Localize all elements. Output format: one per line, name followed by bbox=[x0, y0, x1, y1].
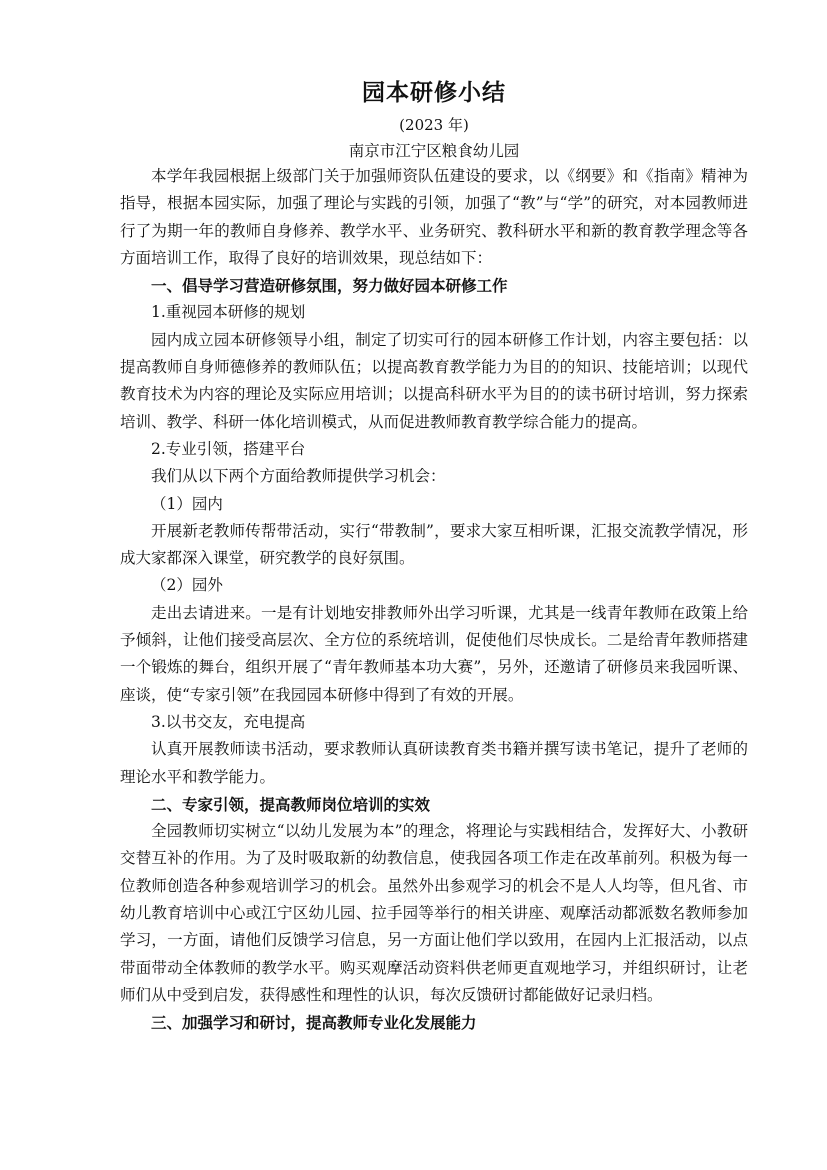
body-paragraph: 1.重视园本研修的规划 bbox=[151, 303, 306, 322]
body-paragraph: 全园教师切实树立“以幼儿发展为本”的理念，将理论与实践相结合，发挥好大、小教研交替互补的作用。为了及时吸取新的幼教信息，使我园各项工作走在改革前列。积极为每一位教师创造各种参观培训学习的机会。虽然外出参观学习的机会不是人人均等，但凡省、市幼儿教育培训中心或江宁区幼儿园、拉手园等举行的相关讲座、观摩活动都派数名教师参加学习，一方面，请他们反馈学习信息，另一方面让他们学以致用，在园内上汇报活动，以点带面带动全体教师的教学水平。购买观摩活动资料供老师更直观地学习，并组织研讨，让老师们从中受到启发，获得感性和理性的认识，每次反馈研讨都能做好记录归档。 bbox=[120, 822, 748, 1004]
body-paragraph: 认真开展教师读书活动，要求教师认真研读教育类书籍并撰写读书笔记，提升了老师的理论水平和教学能力。 bbox=[120, 740, 748, 786]
body-paragraph: 我们从以下两个方面给教师提供学习机会： bbox=[151, 467, 446, 486]
body-paragraph: 开展新老教师传帮带活动，实行“带教制”，要求大家互相听课，汇报交流教学情况，形成大家都深入课堂，研究教学的良好氛围。 bbox=[120, 521, 748, 568]
document-organization: 南京市江宁区粮食幼儿园 bbox=[348, 142, 520, 160]
body-paragraph: 2.专业引领，搭建平台 bbox=[151, 439, 306, 458]
document-title: 园本研修小结 bbox=[362, 79, 506, 106]
section-heading: 一、倡导学习营造研修氛围，努力做好园本研修工作 bbox=[151, 276, 508, 296]
body-paragraph: （2）园外 bbox=[151, 576, 223, 595]
body-paragraph: （1）园内 bbox=[151, 494, 223, 513]
section-heading: 二、专家引领，提高教师岗位培训的实效 bbox=[151, 794, 431, 814]
section-heading: 三、加强学习和研讨，提高教师专业化发展能力 bbox=[151, 1013, 477, 1033]
body-paragraph: 3.以书交友，充电提高 bbox=[151, 712, 306, 731]
document-body bbox=[120, 163, 748, 1037]
body-paragraph: 本学年我园根据上级部门关于加强师资队伍建设的要求，以《纲要》和《指南》精神为指导，根据本园实际，加强了理论与实践的引领，加强了“教”与“学”的研究，对本园教师进行了为期一年的教师自身修养、教学水平、业务研究、教科研水平和新的教育教学理念等各方面培训工作，取得了良好的培训效果，现总结如下： bbox=[120, 167, 748, 267]
body-paragraph: 园内成立园本研修领导小组，制定了切实可行的园本研修工作计划，内容主要包括：以提高教师自身师德修养的教师队伍；以提高教育教学能力为目的的知识、技能培训；以现代教育技术为内容的理论及实际应用培训；以提高科研水平为目的的读书研讨培训，努力探索培训、教学、科研一体化培训模式，从而促进教师教育教学综合能力的提高。 bbox=[120, 330, 748, 431]
document-year: (2023 年) bbox=[399, 116, 469, 134]
body-paragraph: 走出去请进来。一是有计划地安排教师外出学习听课，尤其是一线青年教师在政策上给予倾斜，让他们接受高层次、全方位的系统培训，促使他们尽快成长。二是给青年教师搭建一个锻炼的舞台，组织开展了“青年教师基本功大赛”，另外，还邀请了研修员来我园听课、座谈，使“专家引领”在我园园本研修中得到了有效的开展。 bbox=[120, 603, 748, 704]
